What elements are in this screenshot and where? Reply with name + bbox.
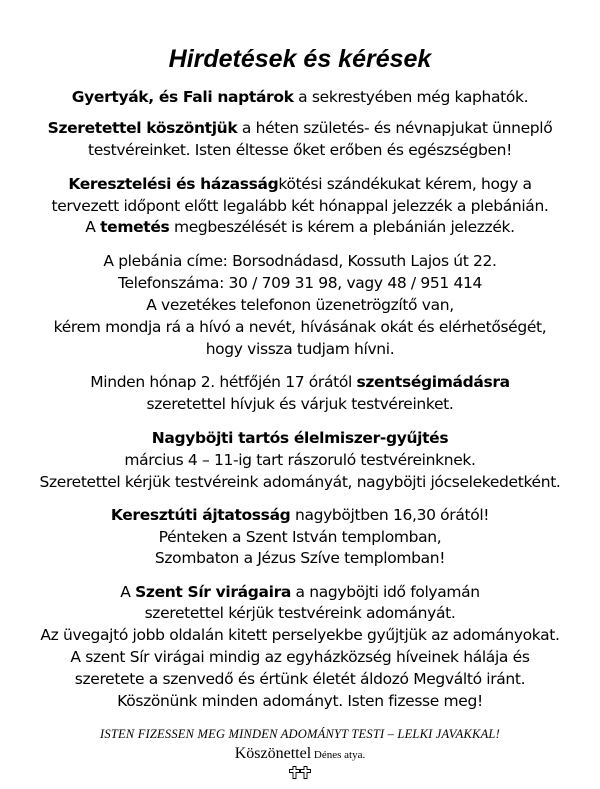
stations-text: nagyböjtben 16,30 órától! (290, 506, 490, 524)
funeral-pre: A (85, 218, 101, 236)
sepulchre-notice-line3: Az üvegajtó jobb oldalán kitett perselyekbe gyűjtjük az adományokat. (40, 626, 560, 644)
funeral-notice (0, 216, 600, 238)
stations-bold: Keresztúti ájtatosság (110, 506, 291, 524)
sepulchre-notice-line1 (0, 581, 600, 603)
sepulchre-notice-line6: Köszönünk minden adományt. Isten fizesse meg! (117, 692, 483, 710)
adoration-notice-line2: szeretettel hívjuk és várjuk testvéreinket. (146, 395, 454, 413)
signature-line (0, 744, 600, 765)
funeral-text: megbeszélését is kérem a plebánián jelezzék. (169, 218, 515, 236)
sepulchre-notice-line2: szeretettel kérjük testvéreink adományát. (144, 604, 456, 622)
baptism-notice-line2: tervezett időpont előtt legalább két hónappal jelezzék a plebánián. (51, 197, 549, 215)
adoration-bold: szentségimádásra (356, 373, 510, 391)
crosses (0, 764, 600, 780)
signature-name: Dénes atya. (311, 749, 366, 761)
food-drive-line2: március 4 – 11-ig tart rászoruló testvéreinknek. (124, 451, 476, 469)
blessing-line: ISTEN FIZESSEN MEG MINDEN ADOMÁNYT TESTI – LELKI JAVAKKAL! (100, 727, 500, 741)
contact-phone: Telefonszáma: 30 / 709 31 98, vagy 48 / 951 414 (117, 274, 483, 292)
contact-address: A plebánia címe: Borsodnádasd, Kossuth Lajos út 22. (103, 252, 497, 270)
stations-notice-line3: Szombaton a Jézus Szíve templomban! (154, 549, 446, 567)
funeral-bold: temetés (100, 218, 170, 236)
candles-bold: Gyertyák, és Fali naptárok (71, 88, 294, 106)
stations-notice-line2: Pénteken a Szent István templomban, (158, 528, 442, 546)
birthdays-notice-line1 (0, 117, 600, 139)
birthdays-bold: Szeretettel köszöntjük (47, 119, 238, 137)
contact-line4: kérem mondja rá a hívó a nevét, hívásának okát és elérhetőségét, (53, 318, 547, 336)
baptism-notice-line1 (0, 173, 600, 195)
baptism-bold: Keresztelési és házasság (68, 175, 279, 193)
candles-notice (0, 86, 600, 108)
food-drive-heading (0, 427, 600, 449)
sepulchre-pre: A (120, 583, 136, 601)
baptism-text: kötési szándékukat kérem, hogy a (278, 175, 532, 193)
adoration-notice-line1 (0, 371, 600, 393)
cross-icon (300, 766, 311, 779)
page-title: Hirdetések és kérések (168, 45, 432, 73)
contact-line5: hogy vissza tudjam hívni. (205, 340, 395, 358)
adoration-text: Minden hónap 2. hétfőjén 17 órától (90, 373, 357, 391)
sepulchre-notice-line4: A szent Sír virágai mindig az egyházközség híveinek hálája és (70, 648, 530, 666)
thanks-text: Köszönettel (234, 745, 312, 762)
contact-line3: A vezetékes telefonon üzenetrögzítő van, (146, 296, 454, 314)
sepulchre-bold: Szent Sír virágaira (135, 583, 291, 601)
sepulchre-text: a nagyböjti idő folyamán (290, 583, 480, 601)
sepulchre-notice-line5: szeretete a szenvedő és értünk életét áldozó Megváltó iránt. (74, 670, 526, 688)
food-drive-line3: Szeretettel kérjük testvéreink adományát, nagyböjti jócselekedetként. (39, 473, 561, 491)
stations-notice-line1 (0, 504, 600, 526)
birthdays-text: a héten születés- és névnapjukat ünneplő (237, 119, 553, 137)
candles-text: a sekrestyében még kaphatók. (293, 88, 529, 106)
food-drive-bold: Nagyböjti tartós élelmiszer-gyűjtés (151, 429, 449, 447)
birthdays-notice-line2: testvéreinket. Isten éltesse őket erőben és egészségben! (87, 141, 513, 159)
cross-icon (289, 766, 300, 779)
